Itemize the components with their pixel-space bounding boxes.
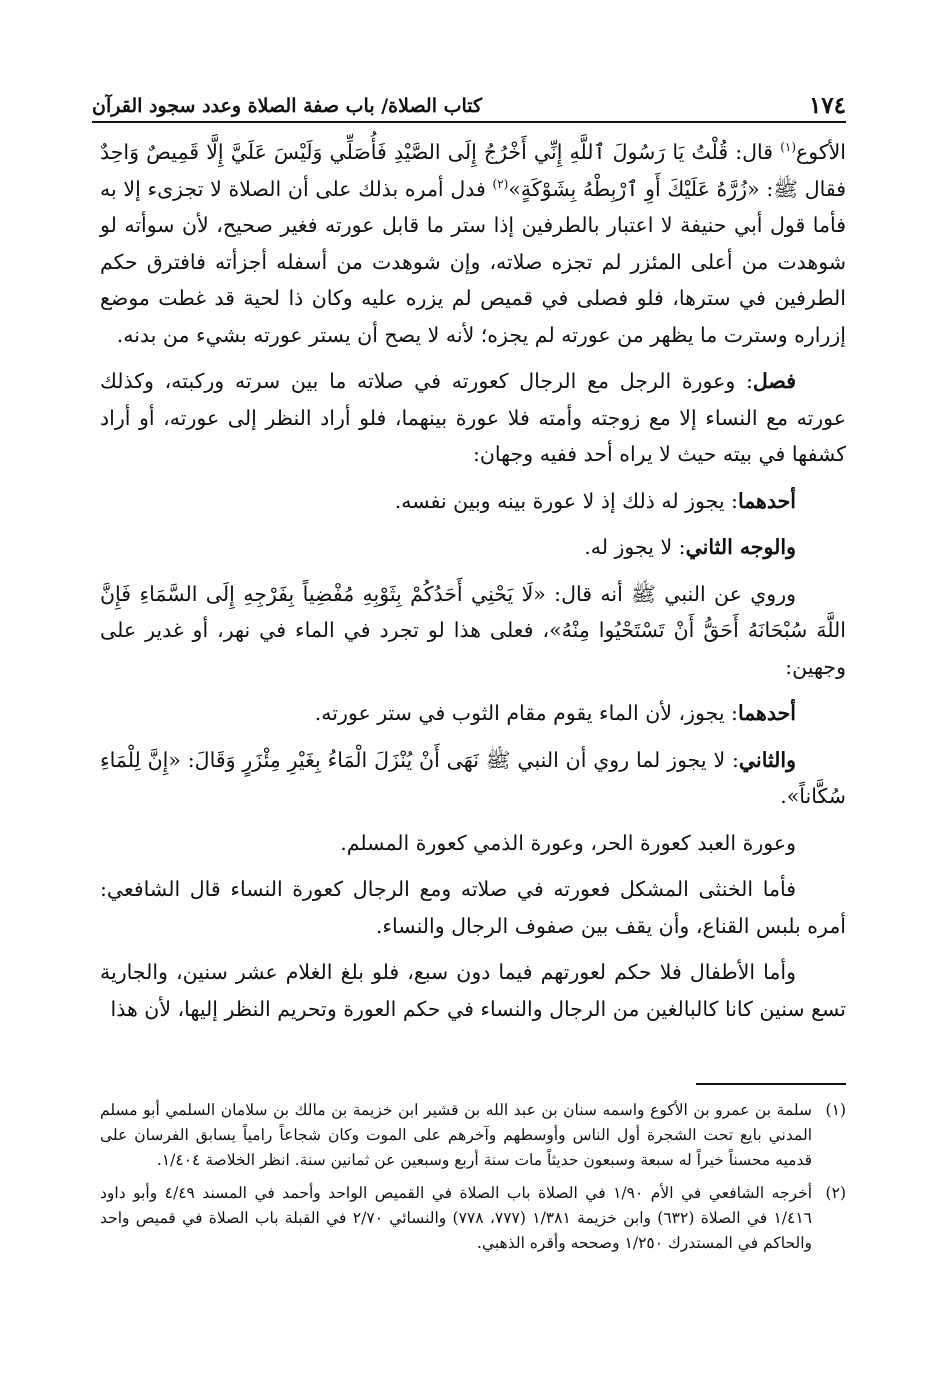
paragraph bbox=[100, 742, 846, 815]
running-title: كتاب الصلاة/ باب صفة الصلاة وعدد سجود القرآن bbox=[92, 95, 483, 117]
paragraph bbox=[100, 825, 846, 862]
footnote-text: سلمة بن عمرو بن الأكوع واسمه سنان بن عبد الله بن قشير ابن خزيمة بن مالك بن سلامان السلمي أبو مسلم المدني بايع تحت الشجرة أول الناس وأوسطهم وآخرهم على الموت وكان شجاعاً رامياً يسابق الفرسان على قدميه محسناً خيراً له سبعة وسبعون حديثاً مات سنة أربع وسبعين عن ثمانين سنة. انظر الخلاصة ١/٤٠٤. bbox=[100, 1101, 812, 1169]
footnote bbox=[100, 1098, 846, 1173]
point-label: أحدهما bbox=[737, 488, 796, 513]
text-run: وأما الأطفال فلا حكم لعورتهم فيما دون سبع، فلو بلغ الغلام عشر سنين، والجارية تسع سنين كانا كالبالغين من الرجال والنساء في حكم العورة وتحريم النظر إليها، لأن هذا bbox=[100, 960, 846, 1021]
footnotes bbox=[100, 1098, 846, 1264]
point-label: والثاني bbox=[738, 747, 796, 772]
footnote-separator bbox=[696, 1083, 846, 1085]
text-run: الأكوع bbox=[796, 140, 846, 164]
text-run: وعورة العبد كعورة الحر، وعورة الذمي كعورة المسلم. bbox=[340, 830, 796, 855]
page-header bbox=[92, 88, 846, 123]
text-run: قال: قُلْتُ يَا رَسُولَ ٱللَّهِ إِنِّي أَخْرُجُ إِلَى الصَّيْدِ فَأُصَلِّي وَلَيْسَ عَلَيَّ إِلَّا قَمِيصٌ وَاحِدٌ فقال ﷺ: «زُرَّهُ عَلَيْكَ أَوِ ٱرْبِطْهُ بِشَوْكَةٍ» bbox=[100, 140, 847, 201]
paragraph bbox=[100, 483, 846, 520]
text-run: فأما الخنثى المشكل فعورته في صلاته ومع الرجال كعورة النساء قال الشافعي: أمره بلبس القناع، وأن يقف بين صفوف الرجال والنساء. bbox=[100, 877, 846, 938]
text-run: : لا يجوز له. bbox=[584, 535, 686, 559]
text-run: : يجوز، لأن الماء يقوم مقام الثوب في ستر عورته. bbox=[314, 701, 738, 725]
text-run: : لا يجوز لما روي أن النبي ﷺ نَهَى أَنْ يُنْزَلَ الْمَاءُ بِغَيْرِ مِئْزَرٍ وَقَالَ: «إِنَّ لِلْمَاءِ سُكَّاناً». bbox=[100, 747, 846, 808]
page-number: ١٧٤ bbox=[808, 92, 846, 119]
footnote bbox=[100, 1181, 846, 1256]
paragraph bbox=[100, 576, 846, 686]
paragraph bbox=[100, 954, 846, 1027]
text-run: فدل أمره بذلك على أن الصلاة لا تجزىء إلا به فأما قول أبي حنيفة لا اعتبار بالطرفين إذا ستر ما قابل عورته فغير صحيح، لأن سوأته لو شوهدت من أعلى المئزر لم تجزه صلاته، وإن شوهدت من أسفله أجزأته فافترق حكم الطرفين في سترها، فلو فصلى في قميص لم يزره عليه وكان ذا لحية قد غطت موضع إزراره وسترت ما يظهر من عورته لم يجزه؛ لأنه لا يصح أن يستر عورته بشيء من بدنه. bbox=[100, 176, 846, 347]
footnote-text: أخرجه الشافعي في الأم ١/٩٠ في الصلاة باب الصلاة في القميص الواحد وأحمد في المسند ٤/٤٩ وأبو داود ١/٤١٦ في الصلاة (٦٣٢) وابن خزيمة ١/٣٨١ (٧٧٧، ٧٧٨) والنسائي ٢/٧٠ في القبلة باب الصلاة في قميص واحد والحاكم في المستدرك ١/٢٥٠ وصححه وأقره الذهبي. bbox=[100, 1184, 812, 1252]
point-label: أحدهما bbox=[737, 701, 796, 725]
section-label: فصل bbox=[752, 369, 796, 393]
footnote-ref-2: (٢) bbox=[492, 176, 509, 191]
text-run: وروي عن النبي ﷺ أنه قال: «لَا يَحْنِي أَحَدُكُمْ بِثَوْبِهِ مُفْضِياً بِفَرْجِهِ إِلَى السَّمَاءِ فَإِنَّ اللَّهَ سُبْحَانَهُ أَحَقُّ أَنْ تَسْتَحْيُوا مِنْهُ»، فعلى هذا لو تجرد في الماء في نهر، أو غدير على وجهين: bbox=[100, 581, 846, 679]
paragraph bbox=[100, 363, 846, 473]
footnote-number: (٢) bbox=[825, 1184, 846, 1202]
paragraph bbox=[100, 695, 846, 732]
paragraph bbox=[100, 529, 846, 566]
footnote-number: (١) bbox=[825, 1101, 846, 1119]
text-run: : وعورة الرجل مع الرجال كعورته في صلاته ما بين سرته وركبته، وكذلك عورته مع النساء إلا مع زوجته وأمته فلا عورة بينهما، فلو أراد النظر إلى عورته، أو أراد كشفها في بيته حيث لا يراه أحد ففيه وجهان: bbox=[100, 369, 846, 466]
text-run: : يجوز له ذلك إذ لا عورة بينه وبين نفسه. bbox=[394, 488, 738, 513]
main-text bbox=[100, 134, 846, 1027]
point-label: والوجه الثاني bbox=[685, 535, 796, 559]
paragraph bbox=[100, 871, 846, 944]
paragraph bbox=[100, 134, 846, 353]
footnote-ref-1: (١) bbox=[780, 140, 797, 155]
